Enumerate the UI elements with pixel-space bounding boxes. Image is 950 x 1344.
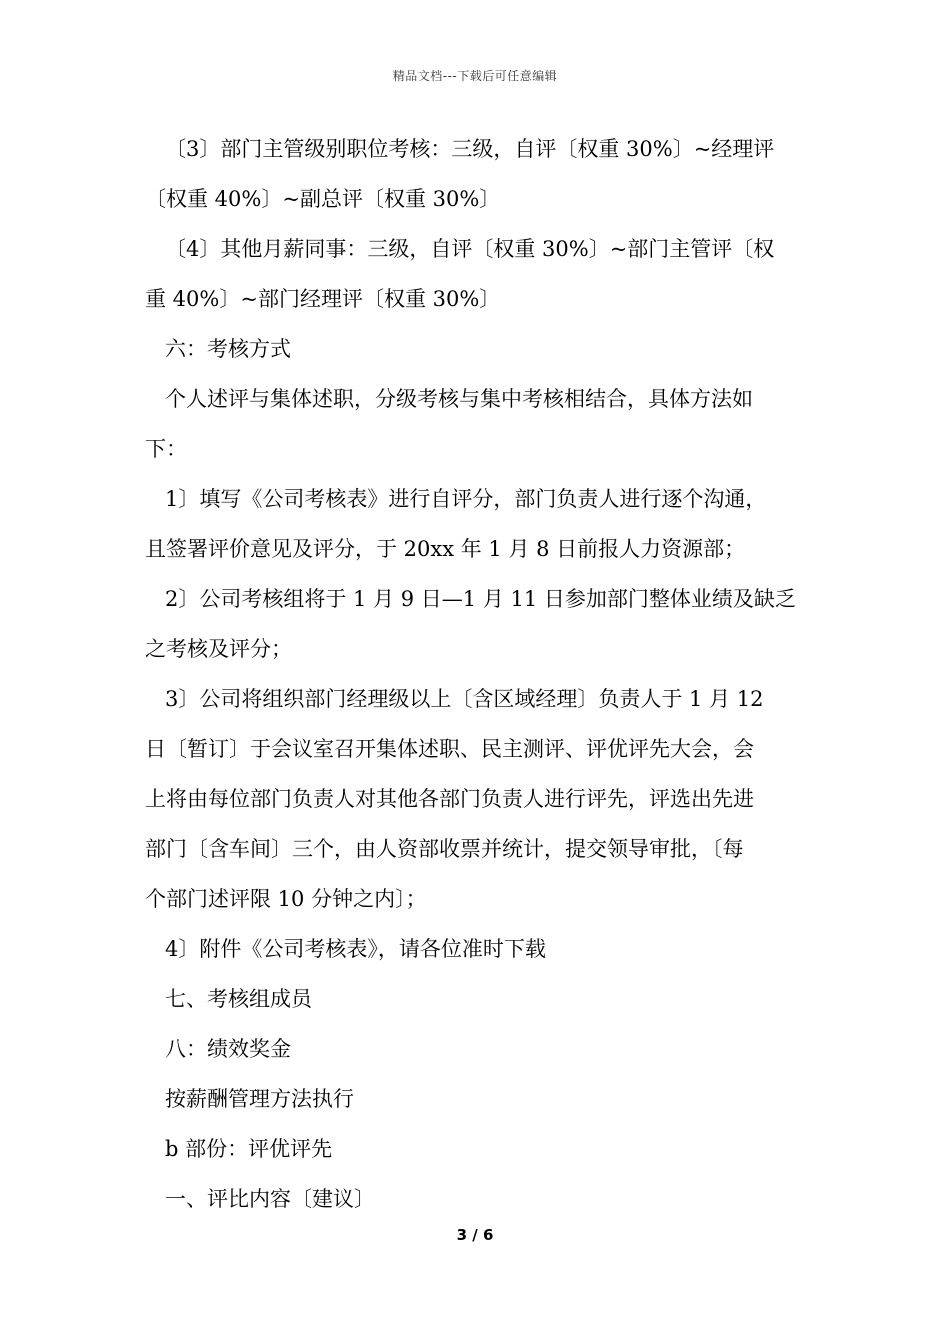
paragraph-line: 〔权重 40%〕~副总评〔权重 30%〕 <box>145 187 501 211</box>
paragraph-line: 部门〔含车间〕三个，由人资部收票并统计，提交领导审批，〔每 <box>145 837 744 861</box>
paragraph-line: 下： <box>145 437 187 461</box>
list-item: 3〕公司将组织部门经理级以上〔含区域经理〕负责人于 1 月 12 <box>165 687 764 711</box>
paragraph-line: 〔3〕部门主管级别职位考核：三级，自评〔权重 30%〕~经理评 <box>165 137 775 161</box>
paragraph-line: 按薪酬管理方法执行 <box>165 1087 354 1111</box>
document-body <box>145 124 807 1224</box>
section-heading: 一、评比内容〔建议〕 <box>165 1187 375 1211</box>
section-heading: 八：绩效奖金 <box>165 1037 291 1061</box>
section-heading: 六：考核方式 <box>165 337 291 361</box>
list-item: 4〕附件《公司考核表》，请各位准时下载 <box>165 937 546 961</box>
list-item: 2〕公司考核组将于 1 月 9 日—1 月 11 日参加部门整体业绩及缺乏 <box>165 587 796 611</box>
paragraph-line: 重 40%〕~部门经理评〔权重 30%〕 <box>145 287 501 311</box>
paragraph-line: 之考核及评分； <box>145 637 292 661</box>
paragraph-line: 〔4〕其他月薪同事：三级，自评〔权重 30%〕~部门主管评〔权 <box>165 237 775 261</box>
paragraph-line: 上将由每位部门负责人对其他各部门负责人进行评先，评选出先进 <box>145 787 754 811</box>
list-item: 1〕填写《公司考核表》进行自评分，部门负责人进行逐个沟通， <box>165 487 767 511</box>
section-heading: b 部份：评优评先 <box>165 1137 333 1161</box>
paragraph-line: 个人述评与集体述职，分级考核与集中考核相结合，具体方法如 <box>165 387 753 411</box>
paragraph-line: 日〔暂订〕于会议室召开集体述职、民主测评、评优评先大会，会 <box>145 737 754 761</box>
page-header: 精品文档---下载后可任意编辑 <box>392 69 558 83</box>
section-heading: 七、考核组成员 <box>165 987 312 1011</box>
paragraph-line: 个部门述评限 10 分钟之内〕； <box>145 887 427 911</box>
page-number: 3 / 6 <box>456 1226 494 1244</box>
paragraph-line: 且签署评价意见及评分，于 20xx 年 1 月 8 日前报人力资源部； <box>145 537 746 561</box>
